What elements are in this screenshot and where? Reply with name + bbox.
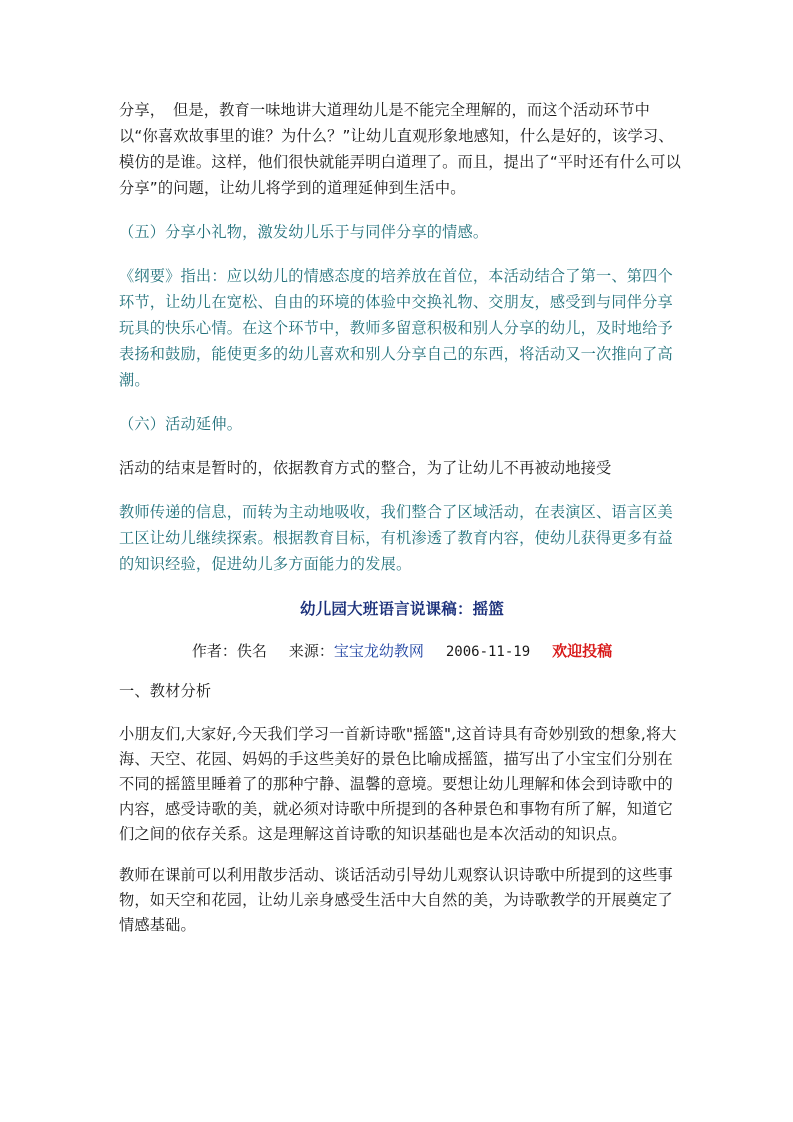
heading-material-analysis: 一、教材分析 — [119, 682, 212, 700]
heading-section-5: （五）分享小礼物，激发幼儿乐于与同伴分享的情感。 — [119, 223, 489, 241]
paragraph-teacher: 教师传递的信息，而转为主动地吸收，我们整合了区域活动，在表演区、语言区美工区让幼儿继续探索。根据教育目标，有机渗透了教育内容，使幼儿获得更多有益的知识经验，促进幼儿多方面能力的发展。 — [119, 503, 673, 573]
paragraph-intro: 小朋友们,大家好,今天我们学习一首新诗歌"摇篮",这首诗具有奇妙别致的想象,将大海、天空、花园、妈妈的手这些美好的景色比喻成摇篮，描写出了小宝宝们分别在不同的摇篮里睡着了的那种宁静、温馨的意境。要想让幼儿理解和体会到诗歌中的内容，感受诗歌的美，就必须对诗歌中所提到的各种景色和事物有所了解，知道它们之间的依存关系。这是理解这首诗歌的知识基础也是本次活动的知识点。 — [119, 725, 677, 843]
author-label: 作者：佚名 — [191, 642, 267, 660]
publish-date: 2006-11-19 — [445, 644, 531, 660]
article-meta — [119, 639, 685, 664]
document-page — [119, 97, 685, 938]
paragraph-share: 分享， 但是，教育一味地讲大道理幼儿是不能完全理解的，而这个活动环节中以“你喜欢故事里的谁？为什么？”让幼儿直观形象地感知，什么是好的，该学习、模仿的是谁。这样，他们很快就能弄明白道理了。而且，提出了“平时还有什么可以分享”的问题，让幼儿将学到的道理延伸到生活中。 — [119, 101, 682, 197]
source-label: 来源： — [288, 642, 334, 660]
welcome-submission-link[interactable]: 欢迎投稿 — [552, 642, 613, 660]
article-title: 幼儿园大班语言说课稿：摇篮 — [299, 600, 505, 618]
paragraph-prepare: 教师在课前可以利用散步活动、谈话活动引导幼儿观察认识诗歌中所提到的这些事物，如天空和花园，让幼儿亲身感受生活中大自然的美，为诗歌教学的开展奠定了情感基础。 — [119, 866, 673, 934]
heading-section-6: （六）活动延伸。 — [119, 415, 243, 433]
paragraph-activity-end: 活动的结束是暂时的，依据教育方式的整合，为了让幼儿不再被动地接受 — [119, 459, 612, 477]
source-link[interactable]: 宝宝龙幼教网 — [333, 642, 424, 660]
paragraph-outline: 《纲要》指出：应以幼儿的情感态度的培养放在首位，本活动结合了第一、第四个环节，让幼儿在宽松、自由的环境的体验中交换礼物、交朋友，感受到与同伴分享玩具的快乐心情。在这个环节中，教师多留意积极和别人分享的幼儿，及时地给予表扬和鼓励，能使更多的幼儿喜欢和别人分享自己的东西，将活动又一次推向了高潮。 — [119, 267, 673, 389]
